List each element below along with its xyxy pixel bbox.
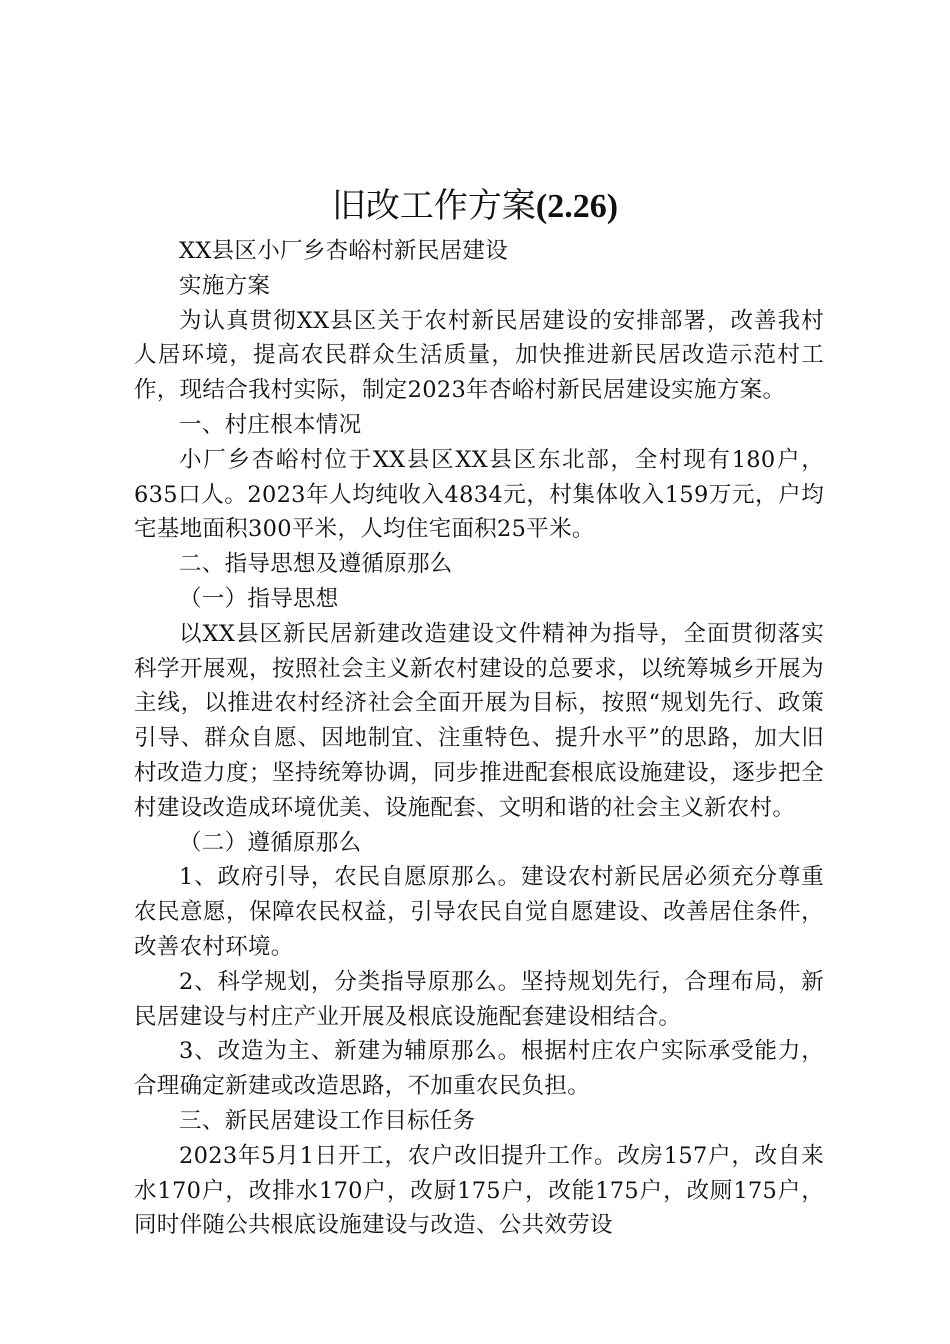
- document-title: [0, 180, 950, 233]
- section-heading-3: 三、新民居建设工作目标任务: [179, 1107, 476, 1134]
- paragraph-principle-1: 1、政府引导，农民自愿原那么。建设农村新民居必须充分尊重农民意愿，保障农民权益，引导农民自觉自愿建设、改善居住条件，改善农村环境。: [134, 864, 824, 960]
- paragraph-intro: 为认真贯彻XX县区关于农村新民居建设的安排部署，改善我村人居环境，提高农民群众生活质量，加快推进新民居改造示范村工作，现结合我村实际，制定2023年杏峪村新民居建设实施方案。: [134, 307, 824, 404]
- subtitle-line-2: 实施方案: [179, 272, 271, 299]
- subsection-heading-1: （一）指导思想: [179, 585, 339, 612]
- subtitle-line-1: XX县区小厂乡杏峪村新民居建设: [179, 238, 509, 264]
- subsection-heading-2: （二）遵循原那么: [179, 829, 362, 856]
- paragraph-principle-2: 2、科学规划，分类指导原那么。坚持规划先行，合理布局，新民居建设与村庄产业开展及根底设施配套建设相结合。: [134, 968, 824, 1030]
- section-heading-2: 二、指导思想及遵循原那么: [179, 551, 453, 578]
- paragraph-targets: 2023年5月1日开工，农户改旧提升工作。改房157户，改自来水170户，改排水170户，改厨175户，改能175户，改厕175户，同时伴随公共根底设施建设与改造、公共效劳设: [134, 1142, 824, 1239]
- paragraph-principle-3: 3、改造为主、新建为辅原那么。根据村庄农户实际承受能力，合理确定新建或改造思路，不加重农民负担。: [134, 1038, 824, 1100]
- title-text: 旧改工作方案: [331, 186, 536, 226]
- title-number: (2.26): [535, 188, 619, 225]
- document-body: [134, 234, 824, 1243]
- paragraph-village-info: 小厂乡杏峪村位于XX县区XX县区东北部，全村现有180户，635口人。2023年人均纯收入4834元，村集体收入159万元，户均宅基地面积300平米，人均住宅面积25平米。: [134, 446, 824, 543]
- section-heading-1: 一、村庄根本情况: [179, 411, 362, 438]
- paragraph-guiding-thought: 以XX县区新民居新建改造建设文件精神为指导，全面贯彻落实科学开展观，按照社会主义新农村建设的总要求，以统筹城乡开展为主线，以推进农村经济社会全面开展为目标，按照“规划先行、政策引导、群众自愿、因地制宜、注重特色、提升水平”的思路，加大旧村改造力度；坚持统筹协调，同步推进配套根底设施建设，逐步把全村建设改造成环境优美、设施配套、文明和谐的社会主义新农村。: [134, 620, 824, 821]
